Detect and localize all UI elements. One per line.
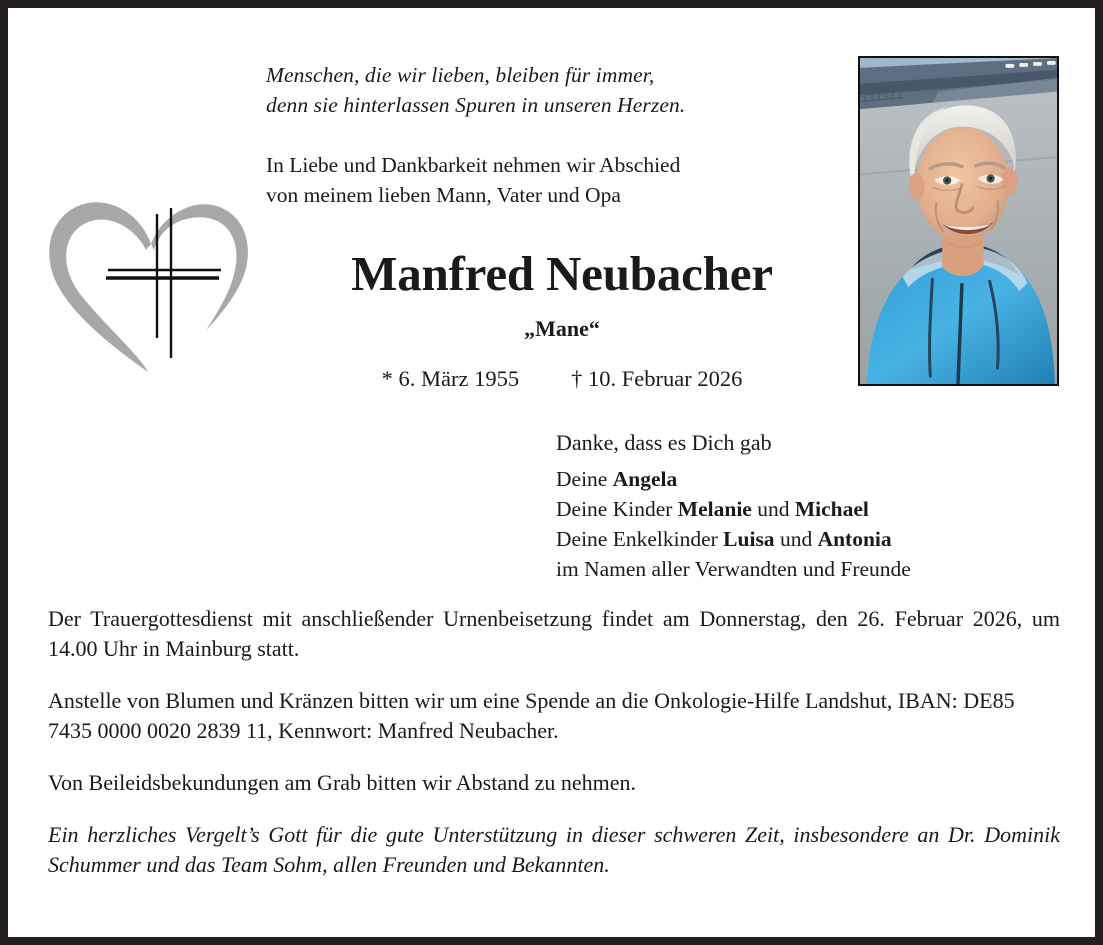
- family-children-prefix: Deine Kinder: [556, 497, 678, 521]
- portrait-photo-graphic: [860, 58, 1057, 384]
- intro-line-1: In Liebe und Dankbarkeit nehmen wir Abschied: [266, 153, 681, 177]
- portrait-photo: [858, 56, 1059, 386]
- epitaph-line-2: denn sie hinterlassen Spuren in unseren Herzen.: [266, 93, 686, 117]
- birth-date: * 6. März 1955: [381, 366, 520, 391]
- deceased-nickname: „Mane“: [524, 316, 600, 341]
- death-date: † 10. Februar 2026: [571, 366, 743, 391]
- family-child-name-1: Melanie: [677, 497, 752, 521]
- family-grandchildren-conj: und: [774, 527, 818, 551]
- heart-cross-emblem: [36, 186, 266, 386]
- notice-inner: [8, 8, 1095, 937]
- family-grandchildren-prefix: Deine Enkelkinder: [556, 527, 724, 551]
- family-line-relatives: im Namen aller Verwandten und Freunde: [556, 557, 911, 581]
- body-text: [48, 604, 1060, 880]
- family-spouse-prefix: Deine: [556, 467, 613, 491]
- intro-text: [266, 150, 866, 210]
- family-spouse-name: Angela: [612, 467, 678, 491]
- heart-outline-icon: [36, 186, 266, 386]
- family-line-children: [556, 494, 1061, 524]
- paragraph-donation: Anstelle von Blumen und Kränzen bitten wir um eine Spende an die Onkologie-Hilfe Landshut, IBAN: DE85 7435 0000 0020 2839 11, Kennwort: Manfred Neubacher.: [48, 688, 1015, 743]
- family-grandchild-name-2: Antonia: [817, 527, 892, 551]
- intro-line-2: von meinem lieben Mann, Vater und Opa: [266, 183, 621, 207]
- family-line-spouse: [556, 464, 1061, 494]
- epitaph: [266, 60, 856, 120]
- deceased-name: Manfred Neubacher: [351, 246, 773, 301]
- family-grandchild-name-1: Luisa: [723, 527, 775, 551]
- paragraph-condolences: Von Beileidsbekundungen am Grab bitten wir Abstand zu nehmen.: [48, 770, 636, 795]
- paragraph-service: Der Trauergottesdienst mit anschließender Urnenbeisetzung findet am Donnerstag, den 26. Februar 2026, um 14.00 Uhr in Mainburg statt.: [48, 606, 1060, 661]
- family-children-conj: und: [751, 497, 795, 521]
- family-line-grandchildren: [556, 524, 1061, 554]
- family-list: [556, 464, 1061, 584]
- paragraph-gratitude: Ein herzliches Vergelt’s Gott für die gute Unterstützung in dieser schweren Zeit, insbesondere an Dr. Dominik Schummer und das Team Sohm, allen Freunden und Bekannten.: [48, 822, 1060, 877]
- family-child-name-2: Michael: [794, 497, 869, 521]
- thanks-line: Danke, dass es Dich gab: [556, 430, 772, 455]
- epitaph-line-1: Menschen, die wir lieben, bleiben für immer,: [266, 63, 655, 87]
- life-dates: [266, 364, 858, 394]
